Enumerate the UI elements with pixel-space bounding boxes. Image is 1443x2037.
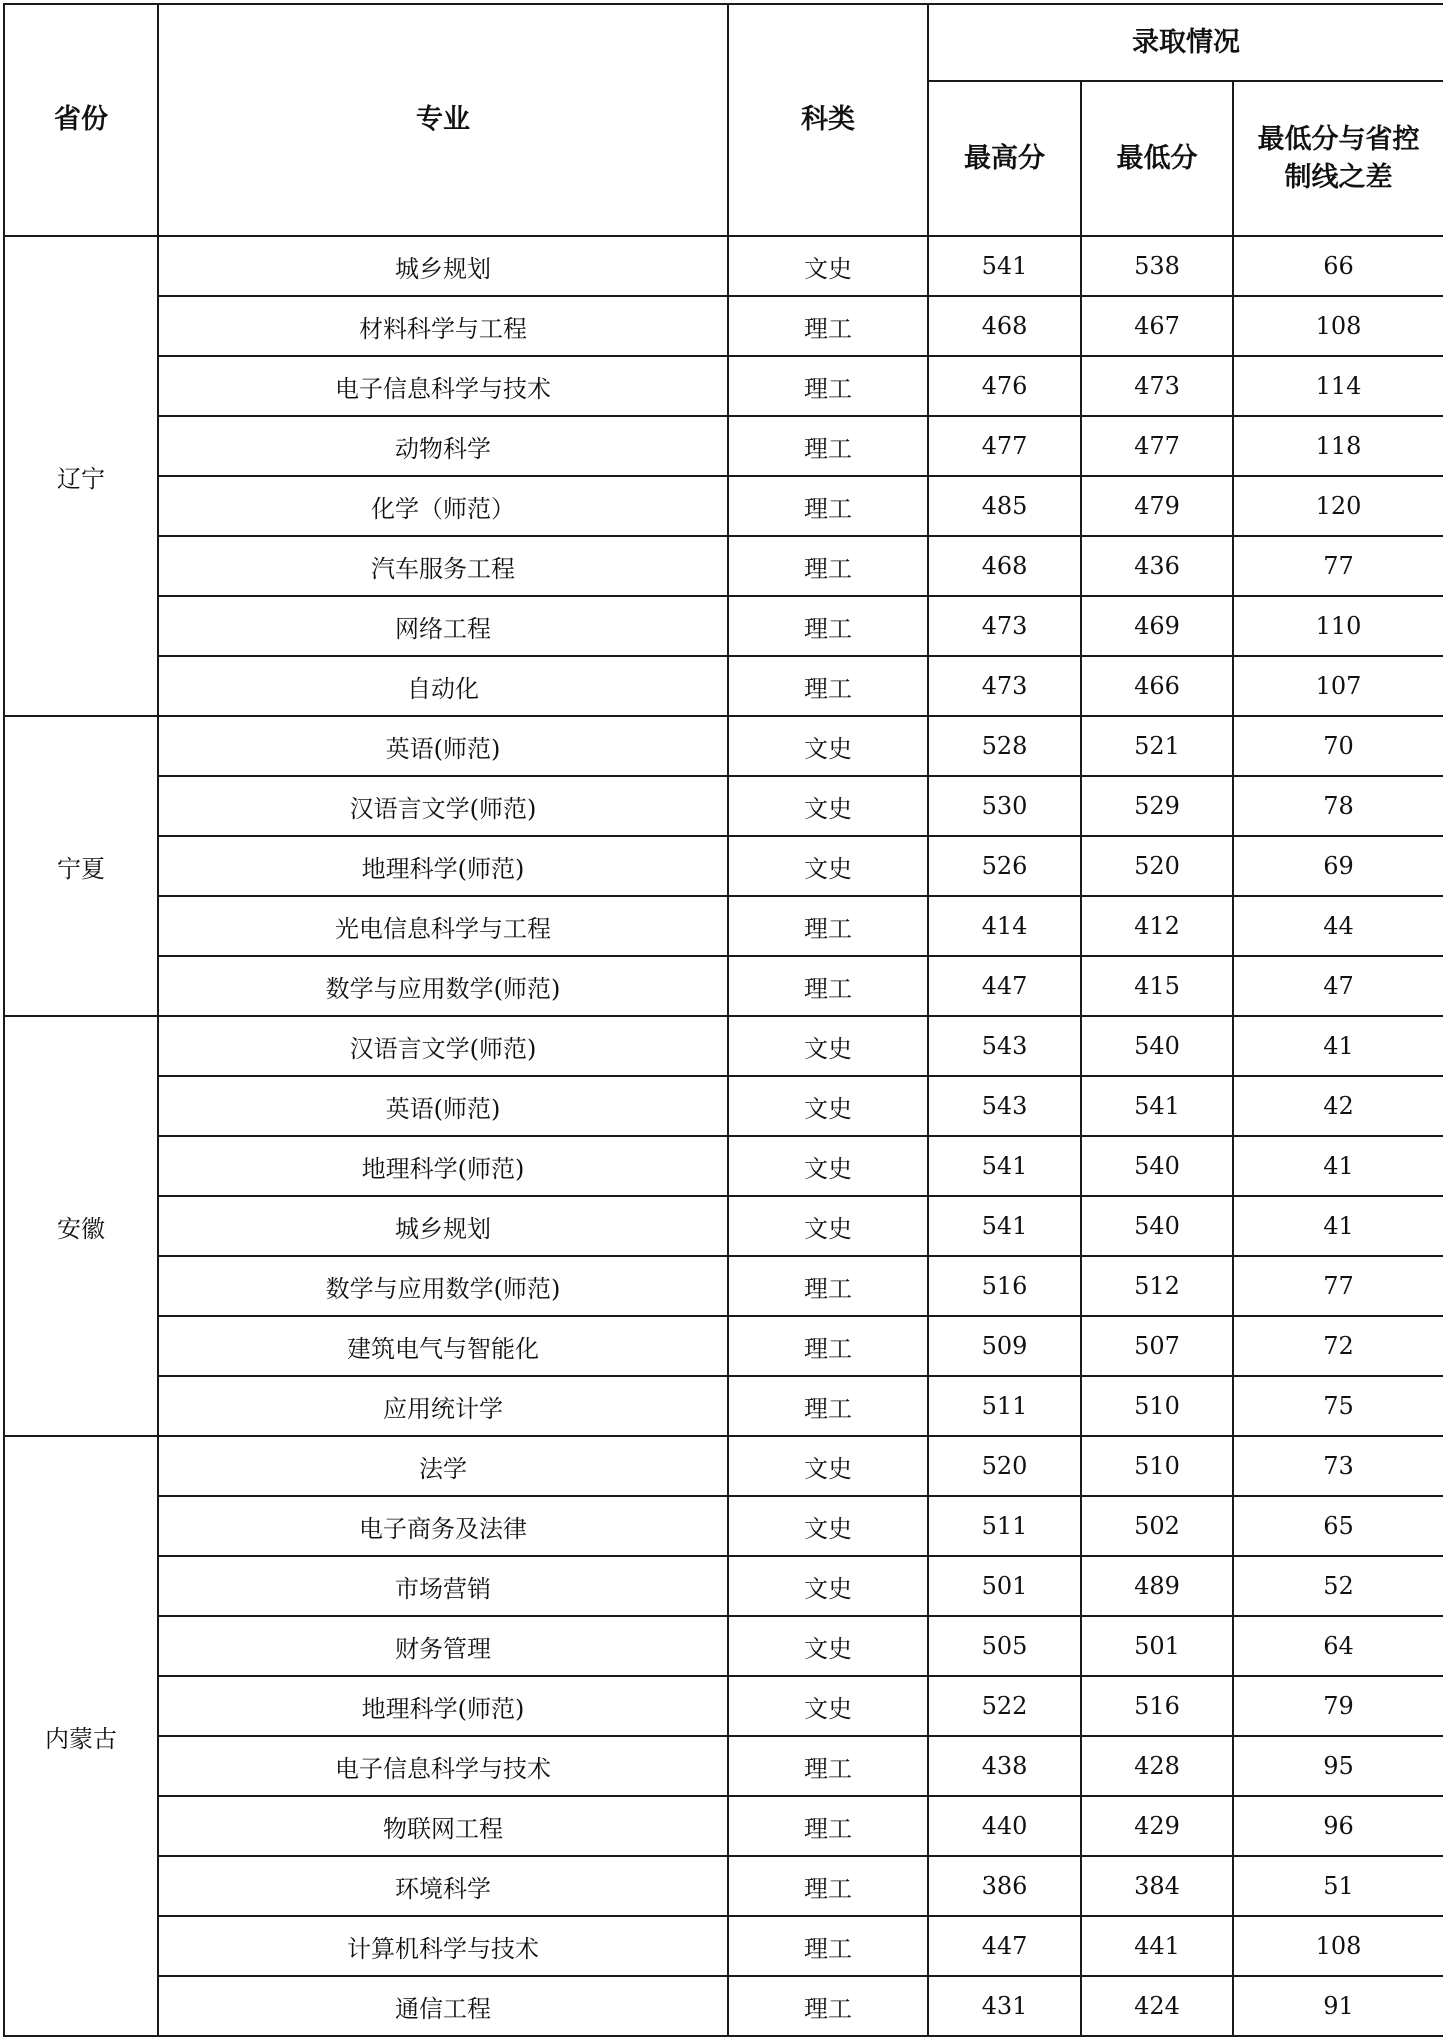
table-row [4,776,1443,836]
table-header [4,4,1443,236]
major-cell: 城乡规划 [158,1196,728,1256]
min-score-cell: 512 [1081,1256,1233,1316]
max-score-cell: 541 [928,1136,1081,1196]
min-score-cell: 424 [1081,1976,1233,2036]
diff-cell: 73 [1233,1436,1443,1496]
diff-cell: 47 [1233,956,1443,1016]
category-cell: 文史 [728,1136,928,1196]
category-cell: 理工 [728,1736,928,1796]
min-score-cell: 473 [1081,356,1233,416]
max-score-cell: 477 [928,416,1081,476]
max-score-cell: 386 [928,1856,1081,1916]
max-score-cell: 468 [928,536,1081,596]
table-row [4,1976,1443,2036]
table-row [4,1256,1443,1316]
diff-cell: 64 [1233,1616,1443,1676]
min-score-cell: 529 [1081,776,1233,836]
max-score-cell: 541 [928,1196,1081,1256]
max-score-cell: 528 [928,716,1081,776]
table-row [4,1796,1443,1856]
max-score-cell: 530 [928,776,1081,836]
table-row [4,476,1443,536]
diff-cell: 51 [1233,1856,1443,1916]
table-row [4,1556,1443,1616]
max-score-cell: 505 [928,1616,1081,1676]
category-cell: 理工 [728,1916,928,1976]
major-cell: 应用统计学 [158,1376,728,1436]
major-cell: 环境科学 [158,1856,728,1916]
min-score-cell: 436 [1081,536,1233,596]
max-score-cell: 543 [928,1076,1081,1136]
min-score-cell: 520 [1081,836,1233,896]
min-score-cell: 510 [1081,1436,1233,1496]
category-cell: 理工 [728,1796,928,1856]
min-score-cell: 540 [1081,1136,1233,1196]
major-cell: 市场营销 [158,1556,728,1616]
table-row [4,1496,1443,1556]
table-row [4,536,1443,596]
max-score-cell: 431 [928,1976,1081,2036]
diff-cell: 79 [1233,1676,1443,1736]
diff-cell: 108 [1233,1916,1443,1976]
min-score-cell: 412 [1081,896,1233,956]
category-cell: 理工 [728,476,928,536]
table-row [4,356,1443,416]
table-row [4,1856,1443,1916]
category-cell: 文史 [728,236,928,296]
diff-cell: 108 [1233,296,1443,356]
diff-cell: 41 [1233,1196,1443,1256]
major-cell: 法学 [158,1436,728,1496]
category-cell: 理工 [728,596,928,656]
major-cell: 动物科学 [158,416,728,476]
table-row [4,1616,1443,1676]
table-row [4,1436,1443,1496]
table-row [4,1076,1443,1136]
major-cell: 电子信息科学与技术 [158,1736,728,1796]
diff-cell: 75 [1233,1376,1443,1436]
max-score-cell: 440 [928,1796,1081,1856]
category-cell: 文史 [728,1436,928,1496]
diff-cell: 77 [1233,1256,1443,1316]
major-cell: 物联网工程 [158,1796,728,1856]
max-score-cell: 509 [928,1316,1081,1376]
table-row [4,416,1443,476]
table-row [4,236,1443,296]
category-cell: 文史 [728,1676,928,1736]
table-row [4,1916,1443,1976]
major-cell: 城乡规划 [158,236,728,296]
min-score-cell: 479 [1081,476,1233,536]
min-score-cell: 507 [1081,1316,1233,1376]
major-cell: 数学与应用数学(师范) [158,956,728,1016]
major-cell: 汽车服务工程 [158,536,728,596]
min-score-cell: 477 [1081,416,1233,476]
diff-cell: 96 [1233,1796,1443,1856]
min-score-cell: 516 [1081,1676,1233,1736]
table-row [4,1736,1443,1796]
max-score-cell: 501 [928,1556,1081,1616]
table-row [4,1136,1443,1196]
major-cell: 地理科学(师范) [158,1676,728,1736]
max-score-cell: 438 [928,1736,1081,1796]
category-cell: 理工 [728,416,928,476]
admission-score-table [3,3,1443,2037]
diff-cell: 95 [1233,1736,1443,1796]
province-cell: 辽宁 [4,236,158,716]
min-score-cell: 502 [1081,1496,1233,1556]
diff-cell: 91 [1233,1976,1443,2036]
province-cell: 宁夏 [4,716,158,1016]
diff-cell: 114 [1233,356,1443,416]
max-score-cell: 522 [928,1676,1081,1736]
category-cell: 理工 [728,1376,928,1436]
table-row [4,1016,1443,1076]
category-cell: 文史 [728,1196,928,1256]
max-score-cell: 476 [928,356,1081,416]
table-row [4,596,1443,656]
category-cell: 理工 [728,1316,928,1376]
diff-cell: 120 [1233,476,1443,536]
diff-cell: 42 [1233,1076,1443,1136]
table-row [4,1676,1443,1736]
min-score-cell: 538 [1081,236,1233,296]
major-cell: 英语(师范) [158,716,728,776]
diff-cell: 66 [1233,236,1443,296]
category-cell: 理工 [728,536,928,596]
major-cell: 化学（师范） [158,476,728,536]
major-cell: 汉语言文学(师范) [158,1016,728,1076]
table-row [4,1376,1443,1436]
diff-cell: 107 [1233,656,1443,716]
max-score-cell: 447 [928,1916,1081,1976]
max-score-cell: 473 [928,656,1081,716]
major-cell: 计算机科学与技术 [158,1916,728,1976]
min-score-cell: 510 [1081,1376,1233,1436]
diff-cell: 118 [1233,416,1443,476]
table-row [4,1196,1443,1256]
diff-cell: 41 [1233,1136,1443,1196]
min-score-cell: 384 [1081,1856,1233,1916]
category-cell: 理工 [728,896,928,956]
table-body [4,236,1443,2036]
category-cell: 理工 [728,296,928,356]
min-score-cell: 441 [1081,1916,1233,1976]
province-cell: 内蒙古 [4,1436,158,2036]
category-cell: 文史 [728,776,928,836]
header-max-score: 最高分 [928,81,1081,236]
min-score-cell: 521 [1081,716,1233,776]
max-score-cell: 526 [928,836,1081,896]
table-row [4,716,1443,776]
min-score-cell: 489 [1081,1556,1233,1616]
major-cell: 材料科学与工程 [158,296,728,356]
major-cell: 英语(师范) [158,1076,728,1136]
min-score-cell: 415 [1081,956,1233,1016]
max-score-cell: 516 [928,1256,1081,1316]
diff-cell: 110 [1233,596,1443,656]
min-score-cell: 467 [1081,296,1233,356]
table-row [4,896,1443,956]
diff-cell: 77 [1233,536,1443,596]
max-score-cell: 543 [928,1016,1081,1076]
major-cell: 财务管理 [158,1616,728,1676]
max-score-cell: 473 [928,596,1081,656]
max-score-cell: 541 [928,236,1081,296]
category-cell: 文史 [728,1496,928,1556]
table-row [4,656,1443,716]
category-cell: 文史 [728,1076,928,1136]
header-province: 省份 [4,4,158,236]
min-score-cell: 466 [1081,656,1233,716]
major-cell: 汉语言文学(师范) [158,776,728,836]
header-diff: 最低分与省控制线之差 [1233,81,1443,236]
category-cell: 文史 [728,1556,928,1616]
max-score-cell: 447 [928,956,1081,1016]
max-score-cell: 511 [928,1496,1081,1556]
diff-cell: 78 [1233,776,1443,836]
major-cell: 电子信息科学与技术 [158,356,728,416]
min-score-cell: 541 [1081,1076,1233,1136]
table-row [4,956,1443,1016]
diff-cell: 69 [1233,836,1443,896]
min-score-cell: 429 [1081,1796,1233,1856]
min-score-cell: 501 [1081,1616,1233,1676]
major-cell: 光电信息科学与工程 [158,896,728,956]
category-cell: 文史 [728,836,928,896]
table-row [4,296,1443,356]
diff-cell: 41 [1233,1016,1443,1076]
category-cell: 理工 [728,1256,928,1316]
min-score-cell: 540 [1081,1196,1233,1256]
major-cell: 数学与应用数学(师范) [158,1256,728,1316]
max-score-cell: 520 [928,1436,1081,1496]
diff-cell: 44 [1233,896,1443,956]
major-cell: 地理科学(师范) [158,1136,728,1196]
max-score-cell: 511 [928,1376,1081,1436]
min-score-cell: 428 [1081,1736,1233,1796]
category-cell: 理工 [728,1856,928,1916]
major-cell: 建筑电气与智能化 [158,1316,728,1376]
table-row [4,1316,1443,1376]
category-cell: 文史 [728,716,928,776]
category-cell: 理工 [728,956,928,1016]
min-score-cell: 469 [1081,596,1233,656]
major-cell: 网络工程 [158,596,728,656]
category-cell: 文史 [728,1616,928,1676]
max-score-cell: 485 [928,476,1081,536]
min-score-cell: 540 [1081,1016,1233,1076]
diff-cell: 52 [1233,1556,1443,1616]
category-cell: 理工 [728,656,928,716]
major-cell: 通信工程 [158,1976,728,2036]
header-major: 专业 [158,4,728,236]
header-min-score: 最低分 [1081,81,1233,236]
diff-cell: 70 [1233,716,1443,776]
max-score-cell: 468 [928,296,1081,356]
major-cell: 地理科学(师范) [158,836,728,896]
category-cell: 理工 [728,1976,928,2036]
category-cell: 文史 [728,1016,928,1076]
category-cell: 理工 [728,356,928,416]
major-cell: 电子商务及法律 [158,1496,728,1556]
header-category: 科类 [728,4,928,236]
table-row [4,836,1443,896]
province-cell: 安徽 [4,1016,158,1436]
diff-cell: 72 [1233,1316,1443,1376]
header-admission: 录取情况 [928,4,1443,81]
max-score-cell: 414 [928,896,1081,956]
diff-cell: 65 [1233,1496,1443,1556]
major-cell: 自动化 [158,656,728,716]
